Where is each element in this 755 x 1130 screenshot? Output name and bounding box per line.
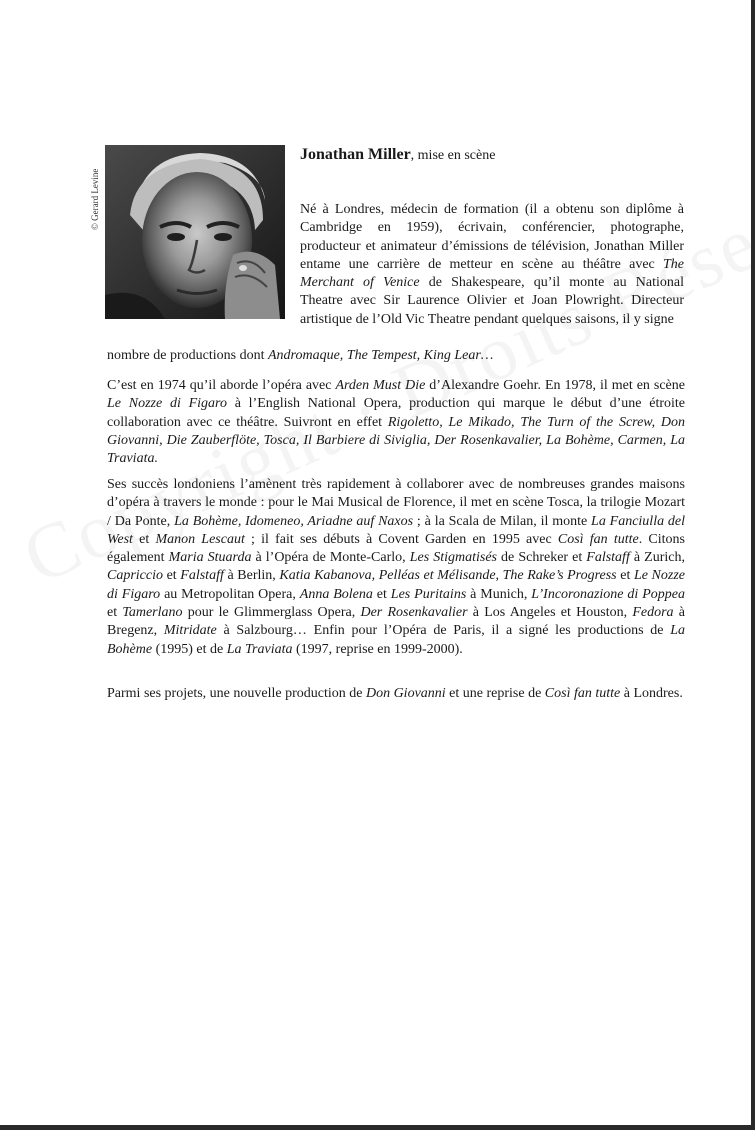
text-run: à Los Angeles et Houston, (467, 605, 633, 621)
work-title: Der Rosenkavalier (360, 605, 468, 621)
text-run: à Munich, (466, 586, 532, 602)
text-run: (1995) et de (152, 641, 227, 657)
text-run: et (107, 605, 123, 621)
text-run: et une reprise de (445, 686, 545, 701)
work-title: Katia Kabanova, Pelléas et Mélisande, The Rake’s Progress (279, 568, 617, 584)
work-title: La Bohème (107, 623, 685, 657)
work-title: Falstaff (586, 550, 630, 566)
work-title: Manon Lescaut (155, 531, 245, 547)
text-run: et (163, 568, 181, 584)
work-title: Don Giovanni (365, 686, 446, 701)
text-run: et (616, 568, 634, 584)
work-title: Les Puritains (390, 586, 467, 602)
work-title: La Bohème, Idomeneo, Ariadne auf Naxos (174, 513, 414, 529)
work-title: Mitridate (163, 623, 217, 639)
text-run: C’est en 1974 qu’il aborde l’opéra avec (107, 378, 336, 393)
intro-paragraph-continued (107, 347, 685, 365)
photo-credit: © Gerard Levine (90, 168, 100, 230)
text-run: à Berlin, (223, 568, 280, 584)
person-role: , mise en scène (410, 148, 496, 163)
text-run: de Schreker et (497, 550, 587, 566)
text-run: Parmi ses projets, une nouvelle production de (107, 686, 366, 701)
text-run: à l’Opéra de Monte-Carlo, (251, 550, 410, 566)
text-run: Né à Londres, médecin de formation (il a obtenu son diplôme à Cambridge en 1959), écrivain, conférencier, photographe, producteur et animateur d’émissions de télévision, Jonathan Miller entame une carrière de metteur en scène au théâtre avec (300, 202, 684, 272)
text-run: à Salzbourg… Enfin pour l’Opéra de Paris, il a signé les productions de (216, 623, 671, 639)
work-title: Così fan tutte (557, 531, 639, 547)
intro-paragraph (300, 201, 684, 329)
page-title (300, 146, 495, 164)
work-title: Maria Stuarda (168, 550, 252, 566)
work-title: L’Incoronazione di Poppea (531, 586, 685, 602)
opera-debut-paragraph (107, 377, 685, 468)
text-run: . Citons également (107, 531, 685, 566)
work-title: Andromaque, The Tempest, King Lear… (267, 348, 494, 363)
work-title: Tamerlano (122, 605, 183, 621)
text-run: et (132, 531, 156, 547)
work-title: Così fan tutte (544, 686, 621, 701)
text-run: (1997, reprise en 1999-2000). (292, 641, 463, 657)
work-title: The Merchant of Venice (300, 256, 684, 291)
work-title: Le Nozze di Figaro (107, 396, 227, 412)
text-run: pour le Glimmerglass Opera, (182, 605, 361, 621)
text-run: ; il fait ses débuts à Covent Garden en 1995 avec (244, 531, 558, 547)
text-run: et (372, 586, 391, 602)
page-edge-right (751, 0, 755, 1130)
work-title: Le Nozze di Figaro (107, 568, 685, 602)
text-run: à Bregenz, (107, 605, 685, 639)
text-run: nombre de productions dont (107, 348, 268, 363)
text-run: ; à la Scala de Milan, il monte (413, 513, 592, 529)
portrait-photo (105, 145, 285, 319)
text-run: de Shakespeare, qu’il monte au National Theatre avec Sir Laurence Olivier et Joan Plowright. Directeur artistique de l’Old Vic Theatre pendant quelques saisons, il y signe (300, 275, 684, 327)
work-title: Anna Bolena (299, 586, 373, 602)
projects-paragraph (107, 685, 685, 703)
work-title: Falstaff (180, 568, 224, 584)
work-title: Arden Must Die (335, 378, 426, 393)
text-run: à l’English National Opera, production qui marque le début d’une étroite collaboration avec ce théâtre. Suivront en effet (107, 396, 685, 430)
page-edge-bottom (0, 1125, 755, 1130)
work-title: Capriccio (107, 568, 163, 584)
international-career-paragraph (107, 476, 685, 659)
text-run: au Metropolitan Opera, (160, 586, 300, 602)
work-title: Les Stigmatisés (409, 550, 497, 566)
text-run: à Londres. (620, 686, 683, 701)
text-run: d’Alexandre Goehr. En 1978, il met en scène (425, 378, 685, 393)
work-title: Fedora (632, 605, 674, 621)
text-run: à Zurich, (629, 550, 685, 566)
work-title: La Fanciulla del West (107, 513, 686, 547)
work-title: Rigoletto, Le Mikado, The Turn of the Screw, Don Giovanni, Die Zauberflöte, Tosca, Il Barbiere di Siviglia, Der Rosenkavalier, La Bohème, Carmen, La Traviata. (107, 414, 685, 467)
person-name: Jonathan Miller (300, 146, 411, 163)
text-run: Ses succès londoniens l’amènent très rapidement à collaborer avec de nombreuses grandes maisons d’opéra à travers le monde : pour le Mai Musical de Florence, il met en scène Tosca, la trilogie Mozart / Da Ponte, (107, 477, 685, 529)
portrait-icon (105, 145, 285, 319)
work-title: La Traviata (226, 641, 293, 657)
